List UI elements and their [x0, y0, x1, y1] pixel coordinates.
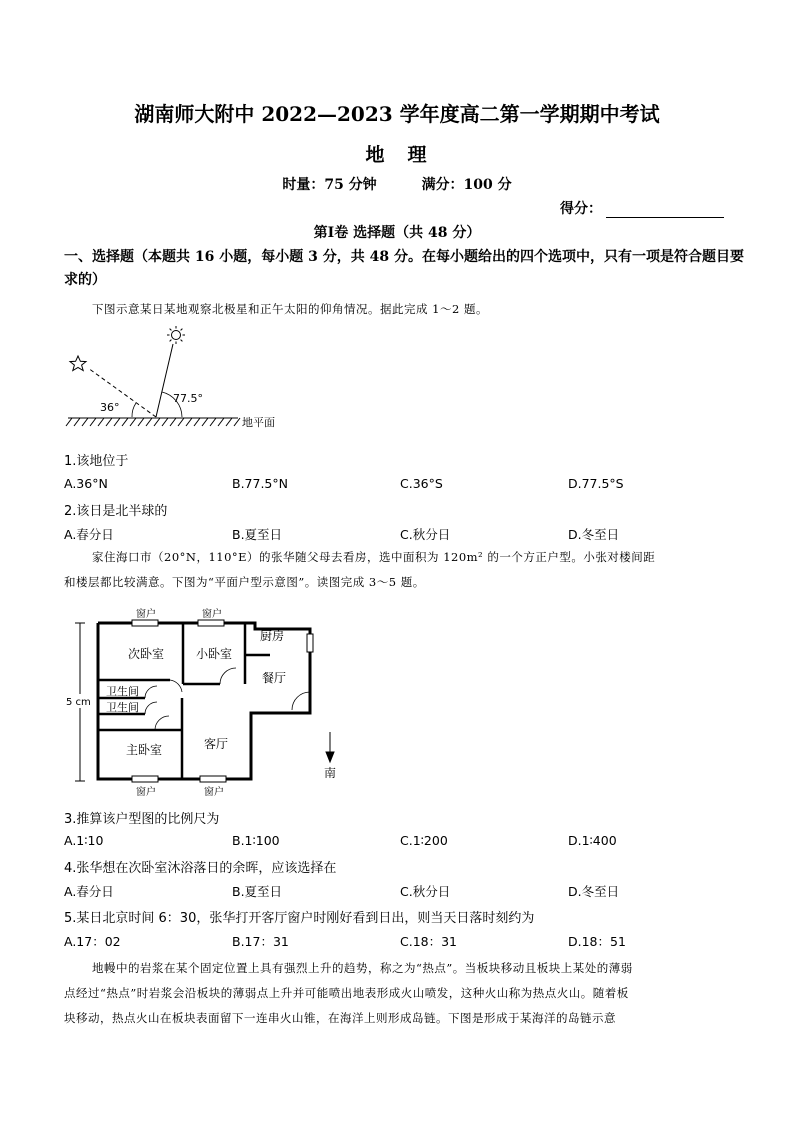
- q1-option-a: A.36°N: [64, 476, 108, 491]
- star-angle-arc: [132, 403, 136, 417]
- q1-option-d: D.77.5°S: [568, 476, 624, 491]
- q4-option-b: B.夏至日: [232, 884, 283, 899]
- group2-intro-line-2: 和楼层都比较满意。下图为“平面户型示意图”。读图完成 3～5 题。: [64, 575, 425, 589]
- group3-intro-line-1: 地幔中的岩浆在某个固定位置上具有强烈上升的趋势，称之为“热点”。当板块移动且板块上某处的薄弱: [92, 961, 633, 975]
- score-label: 得分：: [560, 201, 602, 217]
- ground-label: 地平面: [242, 416, 275, 429]
- group2-intro-line-1: 家住海口市（20°N，110°E）的张华随父母去看房，选中面积为 120m² 的一个方正户型。小张对楼间距: [92, 550, 656, 564]
- question-2-stem: 2.该日是北半球的: [64, 504, 168, 519]
- score-field: [560, 198, 724, 218]
- floor-plan-figure: [60, 602, 360, 802]
- group3-intro-line-2: 点经过“热点”时岩浆会沿板块的薄弱点上升并可能喷出地表形成火山喷发，这种火山称为热点火山。随着板: [64, 986, 629, 1000]
- question-5-stem: 5.某日北京时间 6：30，张华打开客厅窗户时刚好看到日出，则当天日落时刻约为: [64, 911, 535, 926]
- full-score: 满分：100 分: [421, 177, 512, 193]
- q5-option-c: C.18：31: [400, 934, 458, 949]
- q5-option-b: B.17：31: [232, 934, 289, 949]
- windows: [132, 620, 313, 782]
- star-sight-line: [88, 368, 156, 417]
- sun-angle-label: 77.5°: [173, 392, 203, 405]
- room-kitchen: 厨房: [260, 629, 285, 643]
- room-dining: 餐厅: [262, 671, 287, 685]
- question-4-stem: 4.张华想在次卧室沐浴落日的余晖，应该选择在: [64, 861, 337, 876]
- question-3-stem: 3.推算该户型图的比例尺为: [64, 812, 220, 827]
- sun-star-angle-figure: [60, 322, 300, 432]
- window-label-top-1: 窗户: [136, 609, 156, 620]
- time-limit: 时量：75 分钟: [282, 177, 377, 193]
- section-title: 第Ⅰ卷 选择题（共 48 分）: [313, 225, 481, 241]
- window-label-bottom-1: 窗户: [136, 787, 156, 798]
- q4-option-d: D.冬至日: [568, 884, 620, 899]
- q3-option-d: D.1∶400: [568, 833, 617, 848]
- star-angle-label: 36°: [100, 401, 120, 414]
- exam-meta: [0, 174, 794, 194]
- room-bathroom-2: 卫生间: [106, 701, 139, 714]
- q1-option-b: B.77.5°N: [232, 476, 288, 491]
- q4-option-c: C.秋分日: [400, 884, 451, 899]
- q4-option-a: A.春分日: [64, 884, 114, 899]
- window-label-bottom-2: 窗户: [204, 787, 224, 798]
- room-living: 客厅: [204, 737, 229, 751]
- room-bathroom-1: 卫生间: [106, 685, 139, 698]
- score-blank: [606, 203, 724, 218]
- room-small-bedroom: 小卧室: [196, 647, 233, 661]
- sun-ray-line: [156, 344, 173, 417]
- q2-option-b: B.夏至日: [232, 527, 283, 542]
- window-label-top-2: 窗户: [202, 609, 222, 620]
- south-arrow-icon: [326, 732, 334, 762]
- q2-option-a: A.春分日: [64, 527, 114, 542]
- south-label: 南: [324, 766, 337, 780]
- q3-option-a: A.1∶10: [64, 833, 104, 848]
- polaris-star-icon: [70, 356, 86, 371]
- sun-icon: [167, 326, 185, 344]
- section-instruction: 一、选择题（本题共 16 小题，每小题 3 分，共 48 分。在每小题给出的四个选项中，只有一项是符合题目要求的）: [64, 249, 744, 288]
- subject-title: 地 理: [365, 144, 429, 166]
- q3-option-c: C.1∶200: [400, 833, 448, 848]
- q1-option-c: C.36°S: [400, 476, 443, 491]
- room-secondary-bedroom: 次卧室: [128, 647, 165, 661]
- exam-title: 湖南师大附中 2022—2023 学年度高二第一学期期中考试: [134, 102, 660, 126]
- ground-hatch: [66, 418, 240, 426]
- question-1-stem: 1.该地位于: [64, 454, 129, 469]
- q5-option-a: A.17：02: [64, 934, 121, 949]
- q2-option-c: C.秋分日: [400, 527, 451, 542]
- group1-intro: 下图示意某日某地观察北极星和正午太阳的仰角情况。据此完成 1～2 题。: [92, 302, 488, 316]
- scale-label: 5 cm: [66, 697, 91, 708]
- room-master-bedroom: 主卧室: [126, 743, 163, 757]
- group3-intro-line-3: 块移动，热点火山在板块表面留下一连串火山锥，在海洋上则形成岛链。下图是形成于某海洋的岛链示意: [64, 1011, 616, 1025]
- q2-option-d: D.冬至日: [568, 527, 620, 542]
- q3-option-b: B.1∶100: [232, 833, 280, 848]
- q5-option-d: D.18：51: [568, 934, 626, 949]
